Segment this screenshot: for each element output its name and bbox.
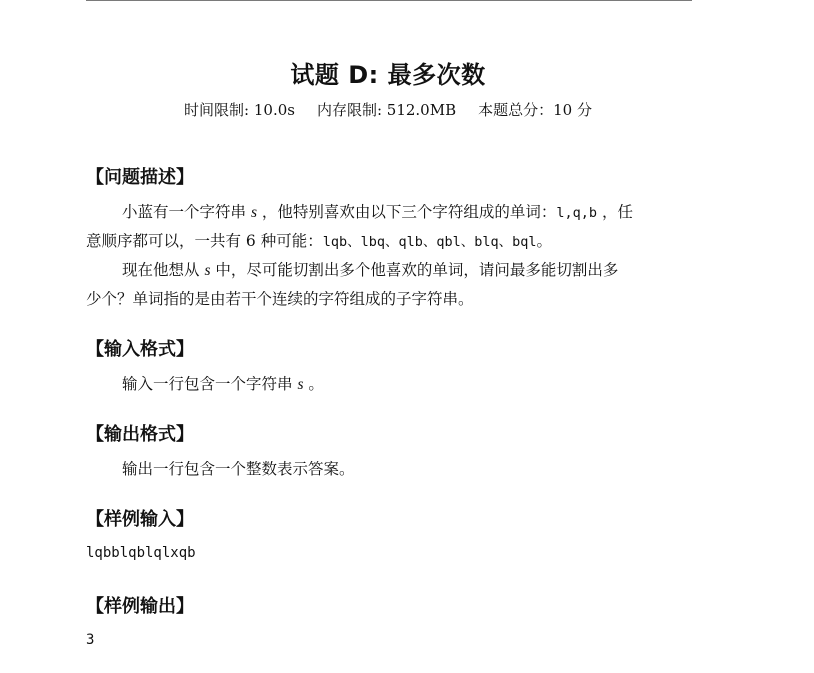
variable-s: s	[297, 376, 304, 393]
memory-limit: 内存限制: 512.0MB	[316, 101, 457, 119]
problem-meta	[0, 99, 776, 120]
description-text: 小蓝有一个字符串	[122, 203, 251, 221]
allowed-chars: l,q,b	[556, 205, 598, 221]
output-format-sentence: 输出一行包含一个整数表示答案。	[122, 460, 355, 478]
input-format-text	[86, 370, 694, 399]
top-divider	[86, 0, 692, 1]
description-text: ，他特别喜欢由以下三个字符组成的单词：	[256, 203, 557, 221]
allowed-words: lqb、lbq、qlb、qbl、blq、bql	[322, 234, 537, 250]
description-text: ，任	[597, 203, 633, 221]
sample-input-value: lqbblqblqlxqb	[86, 545, 196, 561]
description-paragraph-2	[86, 256, 694, 313]
sample-output-value: 3	[86, 632, 95, 648]
input-format-sentence: 。	[303, 375, 324, 393]
variable-s: s	[204, 262, 211, 279]
description-paragraph-1	[86, 198, 694, 256]
description-text: 现在他想从	[122, 261, 205, 279]
total-score: 本题总分：10 分	[478, 101, 592, 119]
variable-s: s	[250, 204, 257, 221]
description-text: 意顺序都可以，一共有 6 种可能：	[86, 232, 323, 250]
output-format-heading: 【输出格式】	[86, 424, 194, 445]
sample-input-heading: 【样例输入】	[86, 509, 194, 530]
input-format-heading: 【输入格式】	[86, 339, 194, 360]
input-format-sentence: 输入一行包含一个字符串	[122, 375, 298, 393]
description-text: 少个？单词指的是由若干个连续的字符组成的子字符串。	[86, 290, 474, 308]
description-heading: 【问题描述】	[86, 167, 194, 188]
description-text: 中，尽可能切割出多个他喜欢的单词，请问最多能切割出多	[210, 261, 619, 279]
description-text: 。	[536, 232, 553, 250]
problem-title: 试题 D: 最多次数	[290, 61, 486, 89]
sample-output-heading: 【样例输出】	[86, 596, 194, 617]
output-format-text	[86, 455, 694, 483]
time-limit: 时间限制: 10.0s	[184, 101, 295, 119]
